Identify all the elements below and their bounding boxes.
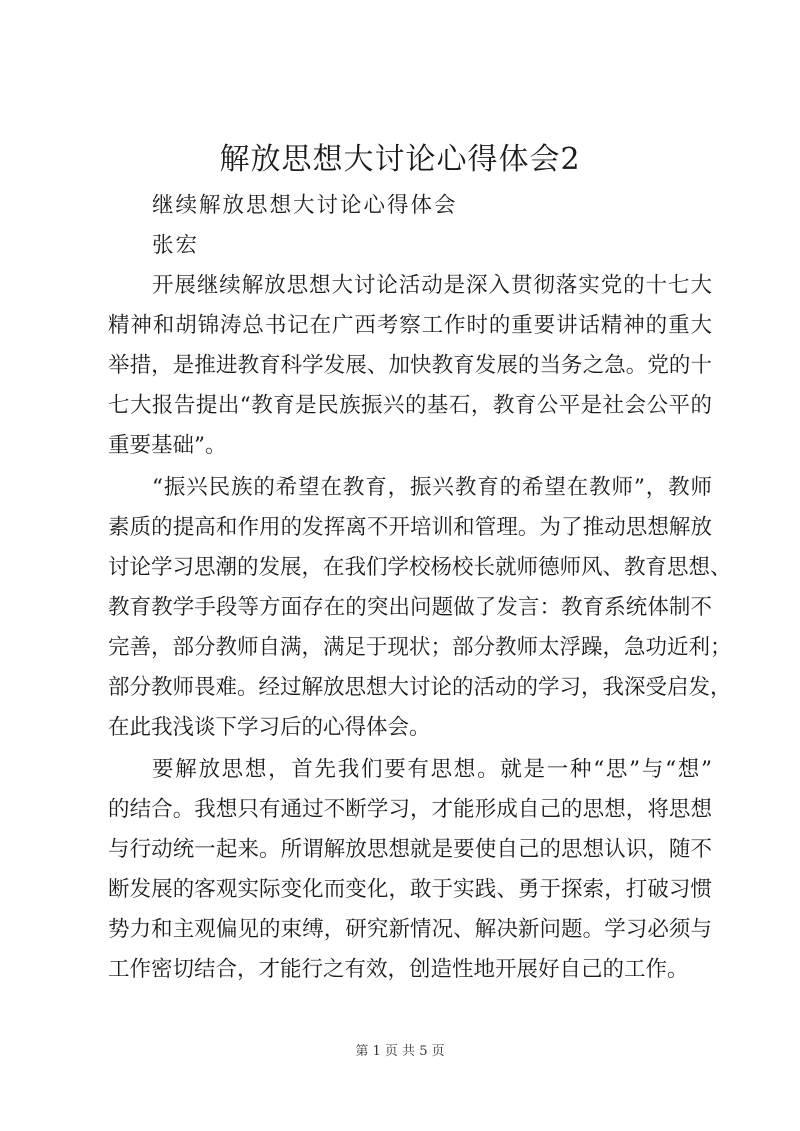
paragraph-line: 断发展的客观实际变化而变化，敢于实践、勇于探索，打破习惯 (108, 877, 712, 902)
paragraph-line: 完善，部分教师自满，满足于现状；部分教师太浮躁，急功近利； (108, 635, 732, 660)
paragraph-line: 与行动统一起来。所谓解放思想就是要使自己的思想认识，随不 (108, 837, 712, 862)
paragraph-line: 开展继续解放思想大讨论活动是深入贯彻落实党的十七大 (152, 273, 712, 298)
paragraph-line: 教育教学手段等方面存在的突出问题做了发言：教育系统体制不 (108, 595, 712, 620)
paragraph-line: 要解放思想，首先我们要有思想。就是一种“思”与“想” (152, 757, 712, 782)
paragraph-line: 举措，是推进教育科学发展、加快教育发展的当务之急。党的十 (108, 353, 712, 378)
paragraph (108, 750, 712, 990)
document-body (108, 186, 732, 992)
paragraph-line: 七大报告提出“教育是民族振兴的基石，教育公平是社会公平的 (108, 393, 712, 418)
paragraph-line: 精神和胡锦涛总书记在广西考察工作时的重要讲话精神的重大 (108, 313, 712, 338)
paragraph-line: 重要基础”。 (108, 433, 227, 458)
document-title: 解放思想大讨论心得体会2 (219, 142, 581, 177)
paragraph (108, 468, 732, 748)
paragraph-line: 的结合。我想只有通过不断学习，才能形成自己的思想，将思想 (108, 797, 712, 822)
paragraph-line: 势力和主观偏见的束缚，研究新情况、解决新问题。学习必须与 (108, 917, 712, 942)
paragraphs (108, 266, 732, 992)
paragraph (108, 266, 712, 466)
paragraph-line: 部分教师畏难。经过解放思想大讨论的活动的学习，我深受启发， (108, 675, 732, 700)
paragraph-line: 在此我浅谈下学习后的心得体会。 (108, 715, 431, 740)
paragraph-gap (108, 990, 712, 992)
paragraph-line: 素质的提高和作用的发挥离不开培训和管理。为了推动思想解放 (108, 515, 712, 540)
author: 张宏 (152, 233, 200, 258)
paragraph-line: 讨论学习思潮的发展，在我们学校杨校长就师德师风、教育思想、 (108, 555, 732, 580)
paragraph-line: 工作密切结合，才能行之有效，创造性地开展好自己的工作。 (108, 957, 689, 982)
subtitle: 继续解放思想大讨论心得体会 (152, 193, 458, 218)
page-footer: 第 1 页 共 5 页 (355, 1044, 445, 1059)
paragraph-line: “振兴民族的希望在教育，振兴教育的希望在教师”，教师 (152, 475, 712, 500)
